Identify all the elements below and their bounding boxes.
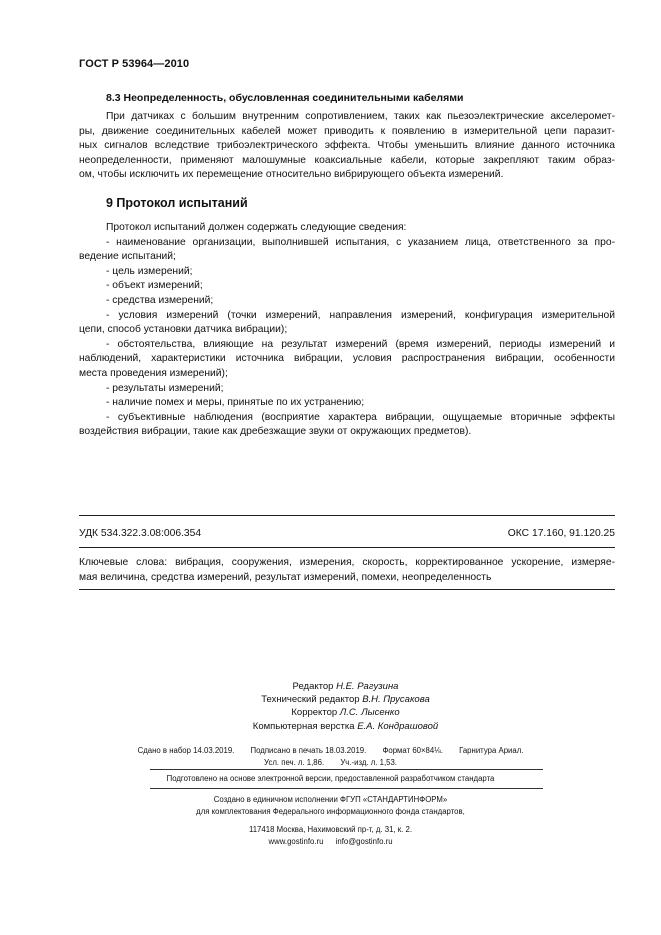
paragraph-line: При датчиках с большим внутренним сопротивлением, таких как пьезоэлектрические акселеромет- (106, 111, 615, 122)
credit-name: В.Н. Прусакова (362, 694, 430, 706)
list-line: - средства измерений; (106, 294, 214, 306)
credit-corrector (0, 706, 661, 719)
paragraph-line: ры, движение соединительных кабелей может приводить к появлению в измерительной цепи паразит- (79, 125, 615, 137)
divider-middle (79, 547, 615, 548)
prepared-note: Подготовлено на основе электронной версии, предоставленной разработчиком стандарта (166, 774, 495, 783)
paragraph-line: ных сигналов вследствие трибоэлектрического эффекта. Чтобы уменьшить влияние данного источника (79, 140, 615, 152)
list-line: воздействия вибрации, такие как дребезжащие звуки от окружающих предметов). (79, 426, 472, 438)
divider-bottom (79, 589, 615, 590)
list-line: - наличие помех и меры, принятые по их устранению; (106, 397, 365, 409)
list-line: цепи, способ установки датчика вибрации); (79, 324, 288, 336)
divider-top (79, 515, 615, 516)
list-line: ведение испытаний; (79, 251, 176, 263)
udk-code: УДК 534.322.3.08:006.354 (79, 528, 202, 539)
credit-layout (0, 720, 661, 733)
credit-tech-editor (0, 693, 661, 706)
publisher-site-link[interactable]: www.gostinfo.ru (268, 837, 324, 846)
section-8-3-title: 8.3 Неопределенность, обусловленная соединительными кабелями (106, 92, 464, 104)
list-line: - наименование организации, выполнившей испытания, с указанием лица, ответственного за про- (106, 236, 615, 248)
oks-code: ОКС 17.160, 91.120.25 (507, 528, 615, 539)
list-line: - условия измерений (точки измерений, направления измерений, конфигурация измерительной (106, 309, 615, 321)
imprint-format: Формат 60×84⅛. (382, 746, 443, 755)
prepared-divider (150, 788, 543, 789)
list-line: - обстоятельства, влияющие на результат измерений (время измерений, периоды измерений и (106, 338, 615, 350)
publisher-line: Создано в единичном исполнении ФГУП «СТАНДАРТИНФОРМ» (213, 795, 448, 804)
credit-name: Л.С. Лысенко (339, 707, 400, 719)
imprint-font: Гарнитура Ариал. (459, 746, 524, 755)
paragraph-line: ом, чтобы исключить их перемещение относительно вибрирующего объекта измерений. (79, 169, 504, 181)
list-line: места проведения измерений); (79, 367, 228, 379)
credit-editor (0, 680, 661, 693)
credit-label: Технический редактор (261, 694, 360, 706)
keywords (79, 556, 615, 585)
credit-name: Е.А. Кондрашовой (357, 720, 439, 732)
list-line: - субъективные наблюдения (восприятие характера вибрации, ощущаемые вторичные эффекты (106, 411, 615, 423)
section-8-3-paragraph (79, 110, 615, 183)
publisher-email-link[interactable]: info@gostinfo.ru (335, 837, 393, 846)
imprint-divider (150, 769, 543, 770)
publisher-address: 117418 Москва, Нахимовский пр-т, д. 31, к. 2. (248, 825, 413, 834)
list-line: - результаты измерений; (106, 382, 224, 394)
imprint-pub-sheets: Уч.-изд. л. 1,53. (340, 758, 397, 767)
credit-label: Редактор (292, 681, 334, 692)
document-header: ГОСТ Р 53964—2010 (79, 58, 190, 70)
list-line: - цель измерений; (106, 265, 193, 277)
publisher-contacts (0, 836, 661, 848)
publisher-line: для комплектования Федерального информационного фонда стандартов, (196, 807, 465, 816)
imprint-row (0, 745, 661, 757)
paragraph-line: неопределенности, применяют малошумные коаксиальные кабели, которые закрепляют таким образ- (79, 154, 615, 166)
imprint-typeset: Сдано в набор 14.03.2019. (137, 746, 235, 755)
imprint-block (0, 745, 661, 769)
imprint-row (0, 757, 661, 769)
credits-block (0, 680, 661, 733)
publisher-block (0, 794, 661, 848)
section-9-title: 9 Протокол испытаний (106, 196, 248, 210)
imprint-signed: Подписано в печать 18.03.2019. (250, 746, 367, 755)
list-line: Протокол испытаний должен содержать следующие сведения: (106, 222, 407, 233)
section-9-list (79, 221, 615, 440)
credit-name: Н.Е. Рагузина (336, 681, 399, 692)
keywords-line: Ключевые слова: вибрация, сооружения, измерения, скорость, корректированное ускорение, измеряе- (79, 557, 615, 568)
list-line: наблюдений, характеристики источника вибрации, условия распространения вибрации, особенности (79, 353, 615, 365)
credit-label: Корректор (291, 707, 338, 719)
credit-label: Компьютерная верстка (252, 720, 355, 732)
list-line: - объект измерений; (106, 280, 203, 292)
keywords-line: мая величина, средства измерений, результат измерений, помехи, неопределенность (79, 571, 492, 583)
imprint-sheets: Усл. печ. л. 1,86. (264, 758, 325, 767)
